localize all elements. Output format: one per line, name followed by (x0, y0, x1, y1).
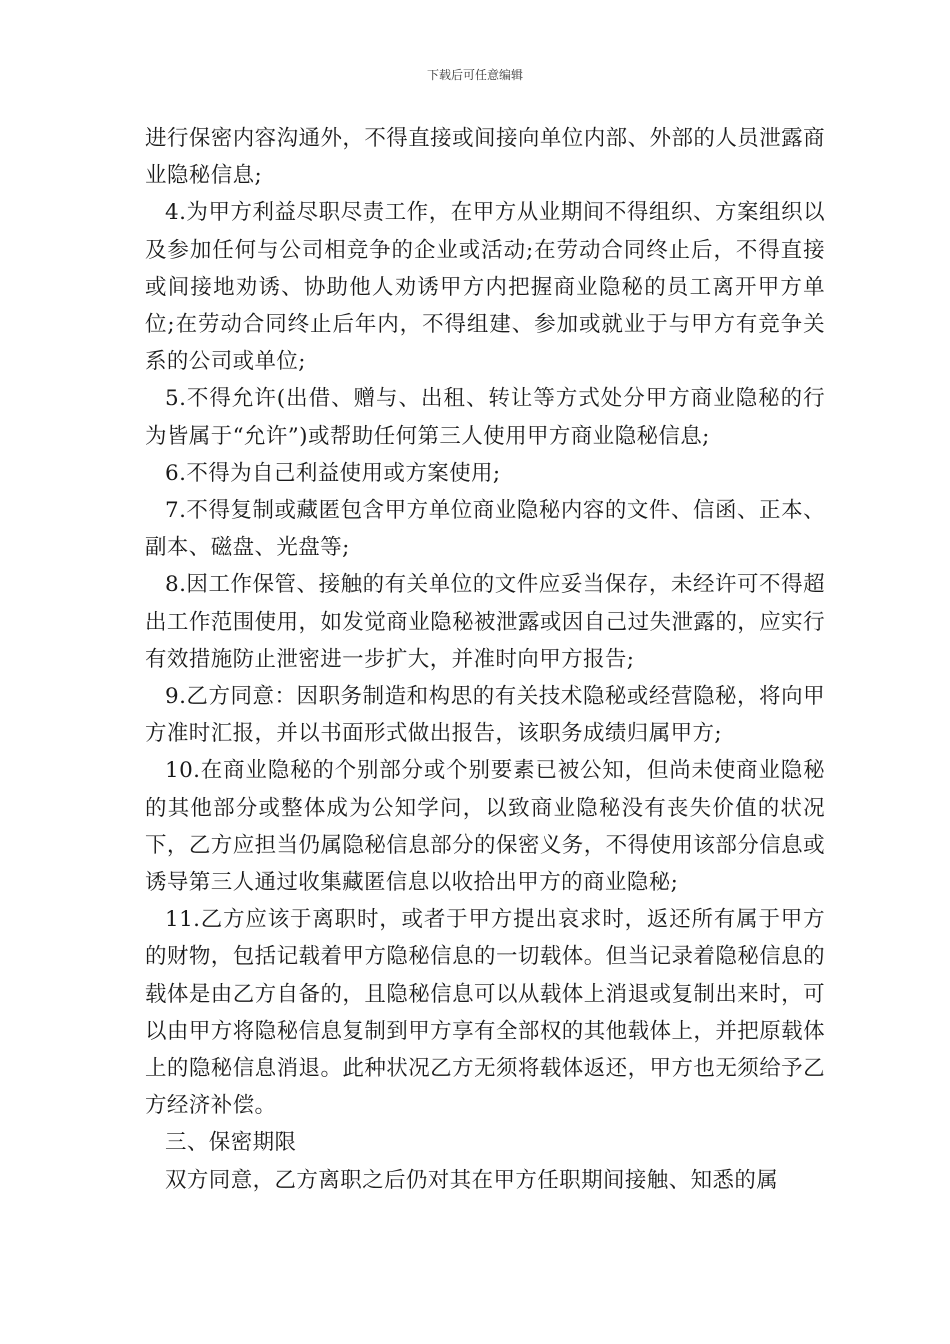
paragraph-item-10: 10.在商业隐秘的个别部分或个别要素已被公知，但尚未使商业隐秘的其他部分或整体成为公知学问，以致商业隐秘没有丧失价值的状况下，乙方应担当仍属隐秘信息部分的保密义务，不得使用该部分信息或诱导第三人通过收集藏匿信息以收拾出甲方的商业隐秘; (145, 758, 825, 896)
section-heading-confidentiality-period: 三、保密期限 (165, 1130, 297, 1156)
paragraph-item-11: 11.乙方应该于离职时，或者于甲方提出哀求时，返还所有属于甲方的财物，包括记载着甲方隐秘信息的一切载体。但当记录着隐秘信息的载体是由乙方自备的，且隐秘信息可以从载体上消退或复制出来时，可以由甲方将隐秘信息复制到甲方享有全部权的其他载体上，并把原载体上的隐秘信息消退。此种状况乙方无须将载体返还，甲方也无须给予乙方经济补偿。 (145, 907, 825, 1119)
paragraph-confidentiality-period: 双方同意，乙方离职之后仍对其在甲方任职期间接触、知悉的属 (165, 1167, 779, 1193)
page-header-note: 下载后可任意编辑 (426, 68, 523, 82)
paragraph-item-4: 4.为甲方利益尽职尽责工作，在甲方从业期间不得组织、方案组织以及参加任何与公司相竞争的企业或活动;在劳动合同终止后，不得直接或间接地劝诱、协助他人劝诱甲方内把握商业隐秘的员工离开甲方单位;在劳动合同终止后年内，不得组建、参加或就业于与甲方有竞争关系的公司或单位; (145, 200, 825, 375)
paragraph-item-7: 7.不得复制或藏匿包含甲方单位商业隐秘内容的文件、信函、正本、副本、磁盘、光盘等; (145, 498, 825, 561)
paragraph-continuation: 进行保密内容沟通外，不得直接或间接向单位内部、外部的人员泄露商业隐秘信息; (145, 126, 825, 189)
paragraph-item-9: 9.乙方同意：因职务制造和构思的有关技术隐秘或经营隐秘，将向甲方准时汇报，并以书面形式做出报告，该职务成绩归属甲方; (145, 684, 825, 747)
document-body (145, 120, 825, 1199)
paragraph-item-8: 8.因工作保管、接触的有关单位的文件应妥当保存，未经许可不得超出工作范围使用，如发觉商业隐秘被泄露或因自己过失泄露的，应实行有效措施防止泄密进一步扩大，并准时向甲方报告; (145, 572, 825, 672)
paragraph-item-6: 6.不得为自己利益使用或方案使用; (165, 460, 501, 486)
paragraph-item-5: 5.不得允许(出借、赠与、出租、转让等方式处分甲方商业隐秘的行为皆属于“允许”)或帮助任何第三人使用甲方商业隐秘信息; (145, 386, 825, 449)
